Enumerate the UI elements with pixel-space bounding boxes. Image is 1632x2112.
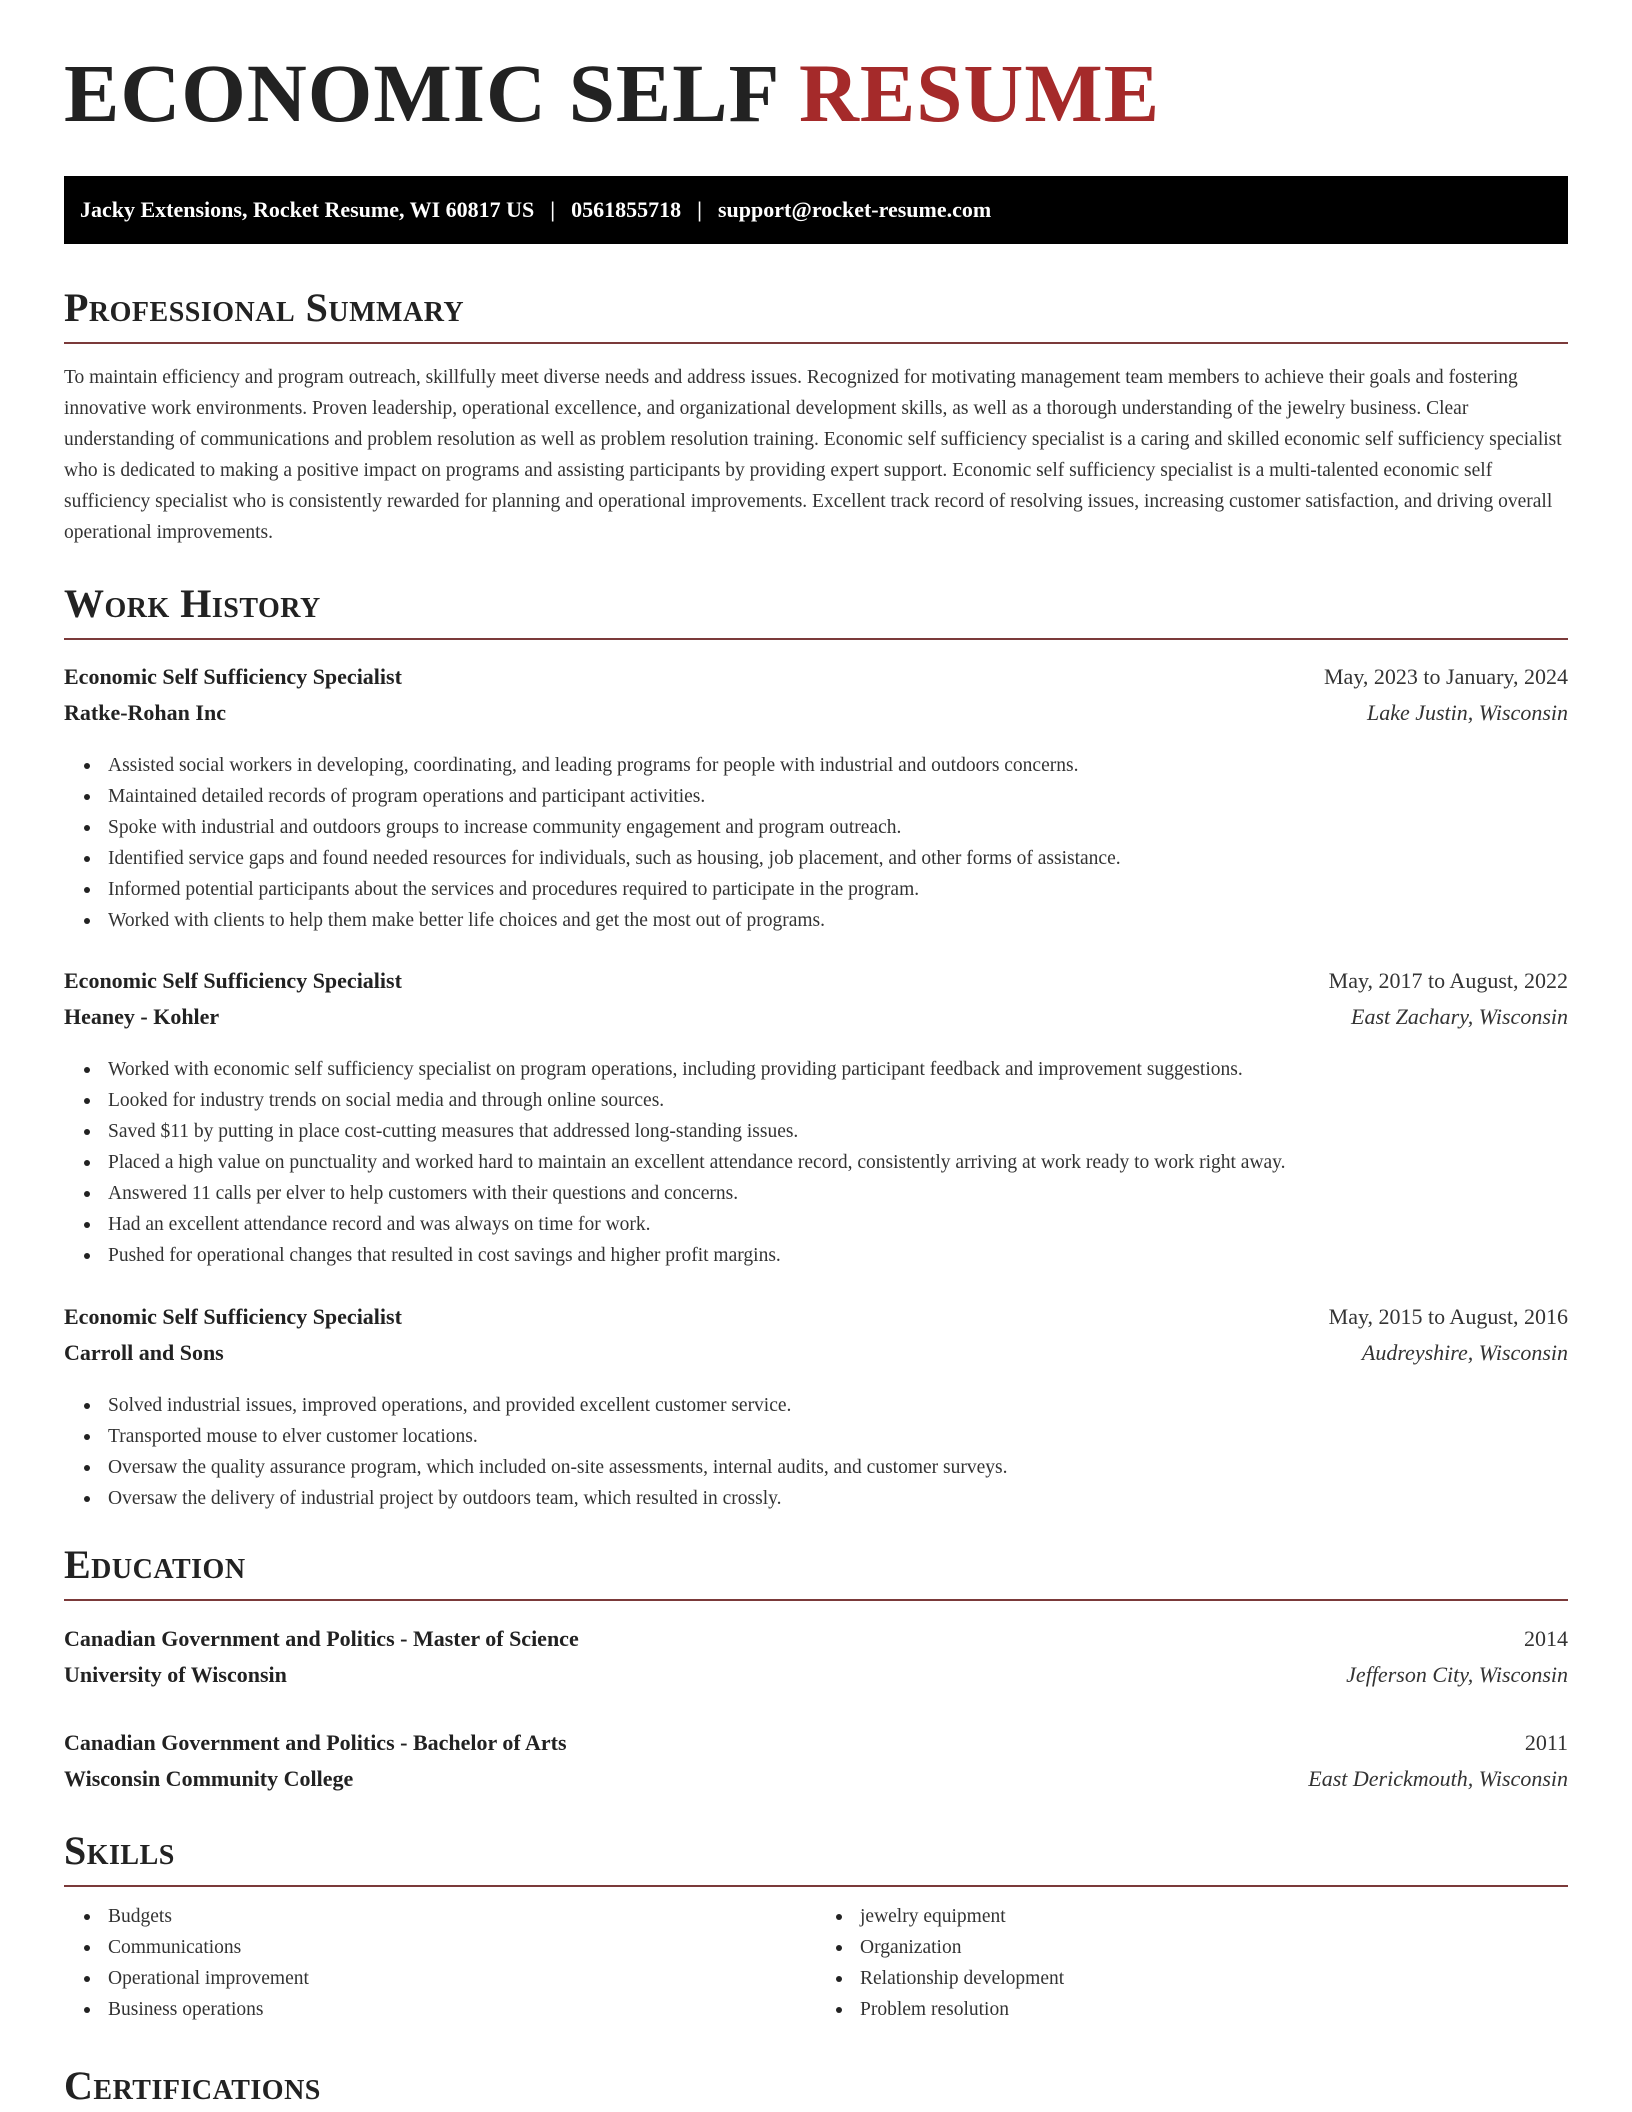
education-school: University of Wisconsin (64, 1662, 287, 1687)
contact-email[interactable]: support@rocket-resume.com (718, 197, 992, 222)
contact-separator: | (697, 197, 702, 222)
job-title: Economic Self Sufficiency Specialist (64, 664, 402, 689)
list-item: Assisted social workers in developing, coordinating, and leading programs for people with industrial and outdoors concerns. (108, 750, 1568, 781)
resume-title (64, 47, 1161, 139)
education-location: East Derickmouth, Wisconsin (1308, 1766, 1568, 1791)
list-item: Oversaw the delivery of industrial project by outdoors team, which resulted in crossly. (108, 1483, 1568, 1514)
job-dates: May, 2017 to August, 2022 (1328, 968, 1568, 993)
job-company: Ratke-Rohan Inc (64, 700, 226, 725)
list-item: Operational improvement (108, 1963, 816, 1994)
list-item: Looked for industry trends on social media and through online sources. (108, 1085, 1568, 1116)
education-section (64, 1543, 1568, 1601)
list-item: Budgets (108, 1901, 816, 1932)
job-company: Carroll and Sons (64, 1340, 224, 1365)
job-duties (64, 750, 1568, 936)
contact-address: Jacky Extensions, Rocket Resume, WI 60817 US (80, 197, 535, 222)
education-school: Wisconsin Community College (64, 1766, 354, 1791)
list-item: Pushed for operational changes that resulted in cost savings and higher profit margins. (108, 1240, 1568, 1271)
list-item: Problem resolution (860, 1994, 1568, 2025)
list-item: Maintained detailed records of program operations and participant activities. (108, 781, 1568, 812)
education-degree: Canadian Government and Politics - Bachelor of Arts (64, 1730, 567, 1755)
job-company: Heaney - Kohler (64, 1004, 220, 1029)
section-title-summary: Professional Summary (64, 285, 465, 330)
list-item: Organization (860, 1932, 1568, 1963)
job-entry (64, 1304, 1568, 1514)
job-entry (64, 968, 1568, 1271)
education-entry (64, 1730, 1568, 1802)
education-year: 2014 (1524, 1626, 1568, 1651)
skills-list-left (64, 1901, 816, 2025)
skills-columns (64, 1901, 1568, 2025)
section-divider (64, 342, 1568, 344)
job-duties (64, 1390, 1568, 1514)
job-location: Lake Justin, Wisconsin (1366, 700, 1568, 725)
job-entry (64, 664, 1568, 936)
summary-text: To maintain efficiency and program outreach, skillfully meet diverse needs and address issues. Recognized for motivating management team members to achieve their goals and fostering innovative work environments. Proven leadership, operational excellence, and organizational development skills, as well as a thorough understanding of the jewelry business. Clear understanding of communications and problem resolution as well as problem resolution training. Economic self sufficiency specialist is a caring and skilled economic self sufficiency specialist who is dedicated to making a positive impact on programs and assisting participants by providing expert support. Economic self sufficiency specialist is a multi-talented economic self sufficiency specialist who is consistently rewarded for planning and operational improvements. Excellent track record of resolving issues, increasing customer satisfaction, and driving overall operational improvements. (64, 367, 1562, 543)
list-item: Spoke with industrial and outdoors groups to increase community engagement and program outreach. (108, 812, 1568, 843)
title-accent: RESUME (798, 47, 1161, 139)
list-item: Worked with clients to help them make better life choices and get the most out of programs. (108, 905, 1568, 936)
section-title-work: Work History (64, 581, 321, 626)
section-title-certifications: Certifications (64, 2063, 321, 2108)
section-title-skills: Skills (64, 1828, 175, 1873)
section-title-education: Education (64, 1542, 246, 1587)
list-item: Business operations (108, 1994, 816, 2025)
list-item: Informed potential participants about the services and procedures required to participate in the program. (108, 874, 1568, 905)
job-title: Economic Self Sufficiency Specialist (64, 968, 402, 993)
list-item: Answered 11 calls per elver to help customers with their questions and concerns. (108, 1178, 1568, 1209)
job-location: Audreyshire, Wisconsin (1361, 1340, 1568, 1365)
skills-list-right (816, 1901, 1568, 2025)
skills-section (64, 1829, 1568, 2025)
certifications-section (64, 2064, 1568, 2108)
list-item: Relationship development (860, 1963, 1568, 1994)
list-item: Identified service gaps and found needed resources for individuals, such as housing, job placement, and other forms of assistance. (108, 843, 1568, 874)
list-item: Communications (108, 1932, 816, 1963)
contact-separator: | (550, 197, 556, 222)
list-item: Worked with economic self sufficiency specialist on program operations, including providing participant feedback and improvement suggestions. (108, 1054, 1568, 1085)
job-dates: May, 2023 to January, 2024 (1324, 664, 1568, 689)
education-degree: Canadian Government and Politics - Master of Science (64, 1626, 579, 1651)
section-divider (64, 1885, 1568, 1887)
summary-section (64, 286, 1568, 548)
list-item: Had an excellent attendance record and was always on time for work. (108, 1209, 1568, 1240)
education-entry (64, 1626, 1568, 1698)
list-item: jewelry equipment (860, 1901, 1568, 1932)
job-duties (64, 1054, 1568, 1271)
list-item: Solved industrial issues, improved operations, and provided excellent customer service. (108, 1390, 1568, 1421)
section-divider (64, 638, 1568, 640)
education-year: 2011 (1524, 1730, 1568, 1755)
list-item: Saved $11 by putting in place cost-cutting measures that addressed long-standing issues. (108, 1116, 1568, 1147)
contact-bar (64, 176, 1568, 244)
job-title: Economic Self Sufficiency Specialist (64, 1304, 402, 1329)
education-location: Jefferson City, Wisconsin (1346, 1662, 1568, 1687)
title-main: ECONOMIC SELF (64, 47, 778, 139)
list-item: Placed a high value on punctuality and worked hard to maintain an excellent attendance record, consistently arriving at work ready to work right away. (108, 1147, 1568, 1178)
list-item: Transported mouse to elver customer locations. (108, 1421, 1568, 1452)
job-location: East Zachary, Wisconsin (1351, 1004, 1568, 1029)
job-dates: May, 2015 to August, 2016 (1328, 1304, 1568, 1329)
contact-phone: 0561855718 (571, 197, 682, 222)
section-divider (64, 1599, 1568, 1601)
list-item: Oversaw the quality assurance program, which included on-site assessments, internal audits, and customer surveys. (108, 1452, 1568, 1483)
work-history-section (64, 582, 1568, 640)
